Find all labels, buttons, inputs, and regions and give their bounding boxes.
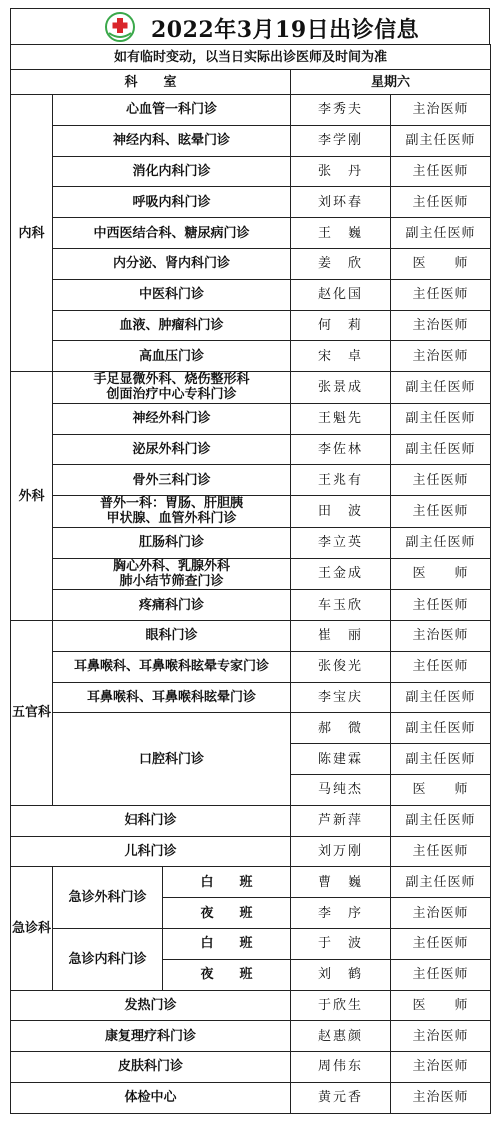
table-row	[11, 527, 491, 558]
clinic-name: 妇科门诊	[11, 805, 291, 836]
clinic-name: 神经外科门诊	[53, 403, 291, 434]
doctor-name: 李秀夫	[291, 95, 391, 126]
header-dept: 科 室	[11, 70, 291, 95]
table-row	[11, 1021, 491, 1052]
clinic-name: 耳鼻喉科、耳鼻喉科眩晕专家门诊	[53, 651, 291, 682]
doctor-name: 何 莉	[291, 310, 391, 341]
dept-label: 五官科	[11, 620, 53, 805]
table-row	[11, 434, 491, 465]
notice: 如有临时变动，以当日实际出诊医师及时间为准	[11, 45, 491, 70]
doctor-title: 主任医师	[391, 496, 491, 528]
doctor-name: 李立英	[291, 527, 391, 558]
doctor-title: 医 师	[391, 990, 491, 1021]
table-row	[11, 1082, 491, 1113]
doctor-name: 刘万刚	[291, 836, 391, 867]
table-row	[11, 279, 491, 310]
doctor-name: 田 波	[291, 496, 391, 528]
clinic-name	[53, 558, 291, 590]
doctor-title: 主治医师	[391, 1082, 491, 1113]
clinic-line-1: 胸心外科、乳腺外科	[112, 558, 230, 574]
table-row	[11, 651, 491, 682]
doctor-name: 芦新萍	[291, 805, 391, 836]
clinic-name: 发热门诊	[11, 990, 291, 1021]
clinic-name: 泌尿外科门诊	[53, 434, 291, 465]
table-row	[11, 218, 491, 249]
doctor-name: 李学刚	[291, 125, 391, 156]
table-row	[11, 990, 491, 1021]
doctor-title: 副主任医师	[391, 867, 491, 898]
doctor-name: 陈建霖	[291, 744, 391, 775]
table-row	[11, 867, 491, 898]
clinic-name: 呼吸内科门诊	[53, 187, 291, 218]
table-row	[11, 590, 491, 621]
table-row	[11, 187, 491, 218]
clinic-name: 血液、肿瘤科门诊	[53, 310, 291, 341]
doctor-name: 赵惠颜	[291, 1021, 391, 1052]
doctor-name: 王兆有	[291, 465, 391, 496]
doctor-title: 副主任医师	[391, 805, 491, 836]
clinic-name: 耳鼻喉科、耳鼻喉科眩晕门诊	[53, 682, 291, 713]
clinic-name	[53, 496, 291, 528]
doctor-title: 主任医师	[391, 156, 491, 187]
doctor-title: 主任医师	[391, 279, 491, 310]
clinic-line-2: 创面治疗中心专科门诊	[106, 387, 237, 403]
doctor-name: 李 序	[291, 898, 391, 929]
table-row	[11, 248, 491, 279]
table-row	[11, 836, 491, 867]
doctor-name: 刘环春	[291, 187, 391, 218]
doctor-title: 副主任医师	[391, 744, 491, 775]
doctor-title: 主治医师	[391, 310, 491, 341]
table-row	[11, 1052, 491, 1083]
table-row	[11, 928, 491, 959]
doctor-title: 副主任医师	[391, 713, 491, 744]
doctor-name: 赵化国	[291, 279, 391, 310]
clinic-name: 口腔科门诊	[53, 713, 291, 805]
table-row	[11, 620, 491, 651]
doctor-name: 黄元香	[291, 1082, 391, 1113]
clinic-name: 疼痛科门诊	[53, 590, 291, 621]
doctor-name: 宋 卓	[291, 341, 391, 372]
doctor-title: 主治医师	[391, 1052, 491, 1083]
shift-label: 夜 班	[163, 959, 291, 990]
doctor-title: 主任医师	[391, 836, 491, 867]
clinic-name: 中医科门诊	[53, 279, 291, 310]
clinic-name: 神经内科、眩晕门诊	[53, 125, 291, 156]
doctor-name: 王金成	[291, 558, 391, 590]
doctor-name: 姜 欣	[291, 248, 391, 279]
doctor-title: 医 师	[391, 774, 491, 805]
clinic-line-1: 手足显微外科、烧伤整形科	[93, 372, 250, 388]
clinic-name: 皮肤科门诊	[11, 1052, 291, 1083]
dept-label: 外科	[11, 372, 53, 621]
doctor-name: 曹 巍	[291, 867, 391, 898]
page-title: 2022年3月19日出诊信息	[151, 17, 420, 43]
clinic-name: 高血压门诊	[53, 341, 291, 372]
table-row	[11, 558, 491, 590]
doctor-title: 主治医师	[391, 1021, 491, 1052]
clinic-name: 急诊外科门诊	[53, 867, 163, 929]
doctor-title: 主任医师	[391, 590, 491, 621]
table-row	[11, 403, 491, 434]
doctor-name: 周伟东	[291, 1052, 391, 1083]
clinic-name: 儿科门诊	[11, 836, 291, 867]
clinic-name: 急诊内科门诊	[53, 928, 163, 990]
doctor-title: 主治医师	[391, 898, 491, 929]
doctor-title: 副主任医师	[391, 125, 491, 156]
clinic-name: 内分泌、肾内科门诊	[53, 248, 291, 279]
doctor-name: 王魁先	[291, 403, 391, 434]
doctor-name: 李佐林	[291, 434, 391, 465]
doctor-title: 主任医师	[391, 187, 491, 218]
doctor-name: 车玉欣	[291, 590, 391, 621]
table-row	[11, 156, 491, 187]
clinic-name: 中西医结合科、糖尿病门诊	[53, 218, 291, 249]
header	[10, 8, 490, 44]
doctor-title: 医 师	[391, 558, 491, 590]
doctor-name: 张 丹	[291, 156, 391, 187]
shift-label: 白 班	[163, 928, 291, 959]
clinic-name: 体检中心	[11, 1082, 291, 1113]
doctor-title: 主治医师	[391, 95, 491, 126]
clinic-name: 骨外三科门诊	[53, 465, 291, 496]
header-day: 星期六	[291, 70, 491, 95]
clinic-name: 肛肠科门诊	[53, 527, 291, 558]
dept-label: 内科	[11, 95, 53, 372]
clinic-line-1: 普外一科：胃肠、肝胆胰	[99, 496, 243, 512]
doctor-title: 主任医师	[391, 959, 491, 990]
schedule-table	[10, 44, 491, 1114]
doctor-title: 主治医师	[391, 341, 491, 372]
doctor-title: 副主任医师	[391, 403, 491, 434]
clinic-name: 消化内科门诊	[53, 156, 291, 187]
doctor-title: 副主任医师	[391, 434, 491, 465]
table-row	[11, 95, 491, 126]
doctor-name: 张景成	[291, 372, 391, 404]
table-row	[11, 372, 491, 404]
doctor-title: 医 师	[391, 248, 491, 279]
doctor-title: 副主任医师	[391, 682, 491, 713]
clinic-line-2: 甲状腺、血管外科门诊	[106, 511, 237, 527]
doctor-title: 副主任医师	[391, 527, 491, 558]
doctor-name: 王 巍	[291, 218, 391, 249]
table-row	[11, 805, 491, 836]
hospital-logo-icon	[103, 11, 137, 43]
clinic-name	[53, 372, 291, 404]
table-row	[11, 310, 491, 341]
doctor-title: 主任医师	[391, 928, 491, 959]
doctor-name: 于 波	[291, 928, 391, 959]
doctor-name: 马纯杰	[291, 774, 391, 805]
doctor-name: 张俊光	[291, 651, 391, 682]
doctor-name: 于欣生	[291, 990, 391, 1021]
shift-label: 夜 班	[163, 898, 291, 929]
dept-label: 急诊科	[11, 867, 53, 990]
doctor-title: 副主任医师	[391, 372, 491, 404]
table-row	[11, 341, 491, 372]
table-row	[11, 496, 491, 528]
clinic-name: 眼科门诊	[53, 620, 291, 651]
table-row	[11, 713, 491, 744]
clinic-name: 康复理疗科门诊	[11, 1021, 291, 1052]
doctor-title: 副主任医师	[391, 218, 491, 249]
clinic-line-2: 肺小结节筛查门诊	[119, 573, 224, 589]
doctor-title: 主任医师	[391, 465, 491, 496]
doctor-name: 刘 鹤	[291, 959, 391, 990]
doctor-name: 崔 丽	[291, 620, 391, 651]
doctor-title: 主治医师	[391, 620, 491, 651]
doctor-title: 主任医师	[391, 651, 491, 682]
doctor-name: 郝 微	[291, 713, 391, 744]
doctor-name: 李宝庆	[291, 682, 391, 713]
table-row	[11, 125, 491, 156]
table-row	[11, 465, 491, 496]
shift-label: 白 班	[163, 867, 291, 898]
table-row	[11, 682, 491, 713]
clinic-name: 心血管一科门诊	[53, 95, 291, 126]
